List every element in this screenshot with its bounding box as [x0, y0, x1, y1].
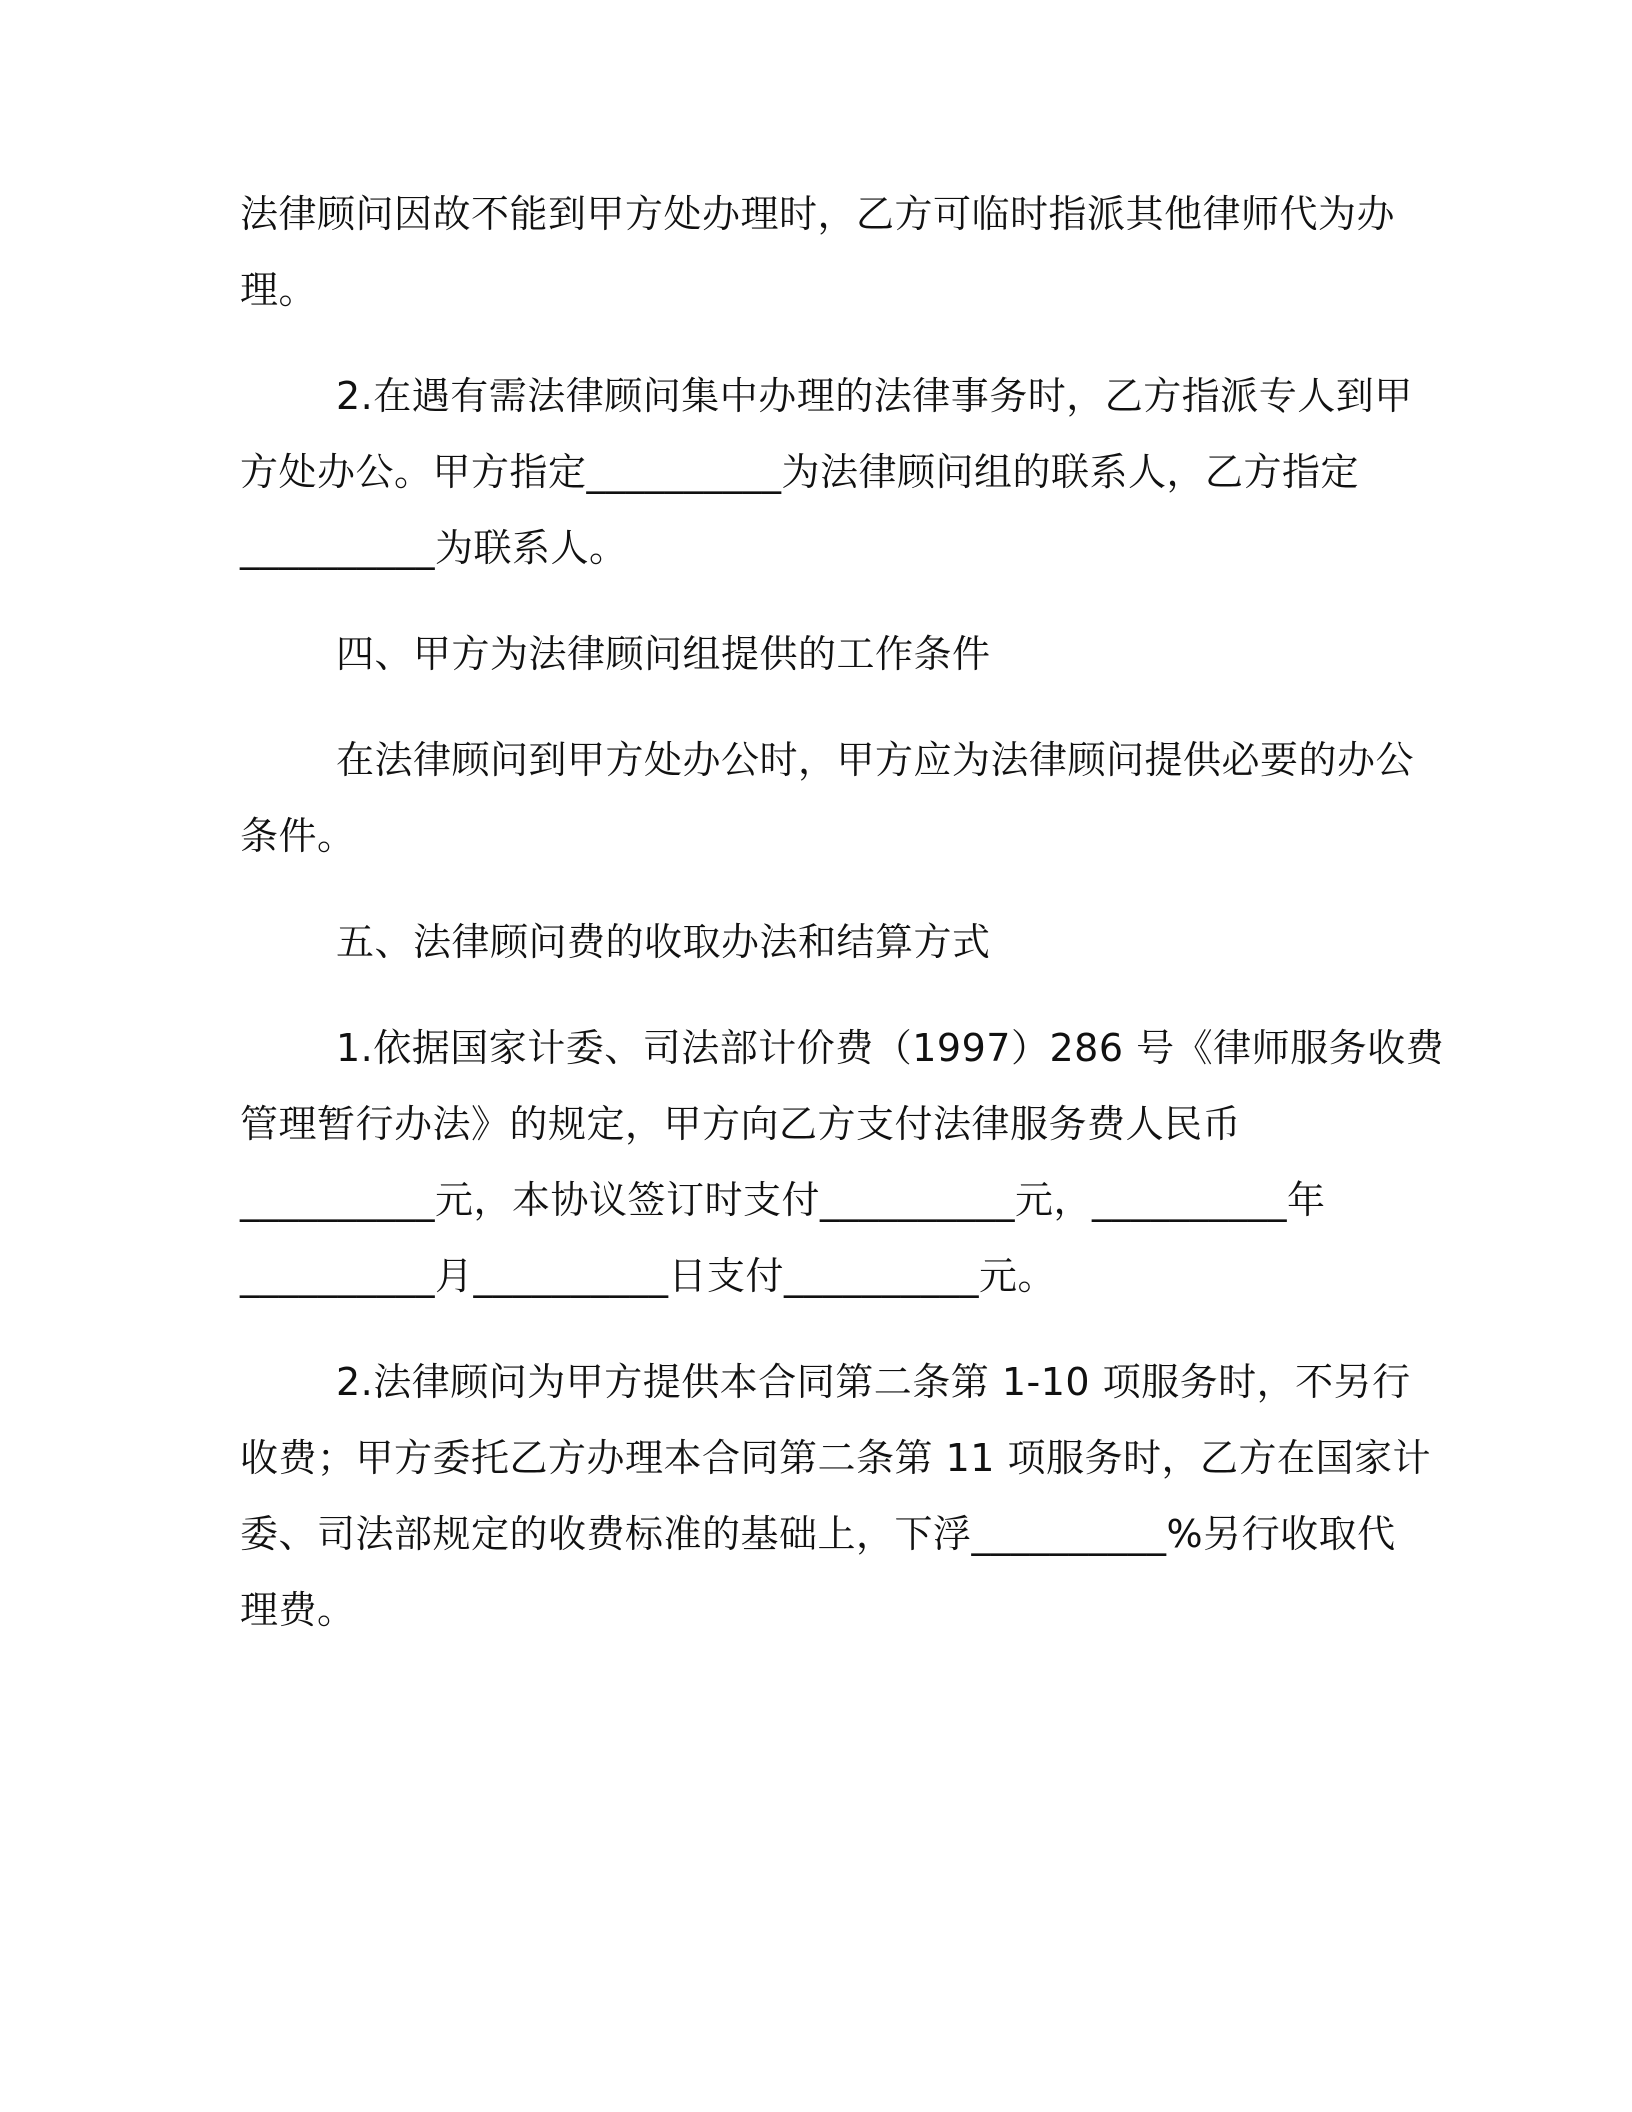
text-line-8: 条件。 — [240, 814, 356, 858]
text-line-10: 1.依据国家计委、司法部计价费（1997）286 号《律师服务收费 — [336, 1026, 1445, 1070]
section-heading-5: 五、法律顾问费的收取办法和结算方式 — [336, 920, 991, 964]
text-line-15: 收费；甲方委托乙方办理本合同第二条第 11 项服务时，乙方在国家计 — [240, 1436, 1432, 1480]
text-line-3: 2.在遇有需法律顾问集中办理的法律事务时，乙方指派专人到甲 — [336, 374, 1413, 418]
text-line-16: 委、司法部规定的收费标准的基础上，下浮__________%另行收取代 — [240, 1512, 1396, 1556]
text-line-2: 理。 — [240, 268, 318, 312]
text-line-13: __________月__________日支付__________元。 — [240, 1254, 1057, 1298]
section-heading-4: 四、甲方为法律顾问组提供的工作条件 — [336, 632, 991, 676]
text-line-4: 方处办公。甲方指定__________为法律顾问组的联系人，乙方指定 — [240, 450, 1360, 494]
text-line-5: __________为联系人。 — [240, 526, 628, 570]
text-line-11: 管理暂行办法》的规定，甲方向乙方支付法律服务费人民币 — [240, 1102, 1242, 1146]
text-line-1: 法律顾问因故不能到甲方处办理时，乙方可临时指派其他律师代为办 — [240, 192, 1396, 236]
text-line-17: 理费。 — [240, 1588, 356, 1632]
text-line-14: 2.法律顾问为甲方提供本合同第二条第 1-10 项服务时，不另行 — [336, 1360, 1411, 1404]
text-line-12: __________元，本协议签订时支付__________元，__________年 — [240, 1178, 1326, 1222]
text-line-7: 在法律顾问到甲方处办公时，甲方应为法律顾问提供必要的办公 — [336, 738, 1415, 782]
